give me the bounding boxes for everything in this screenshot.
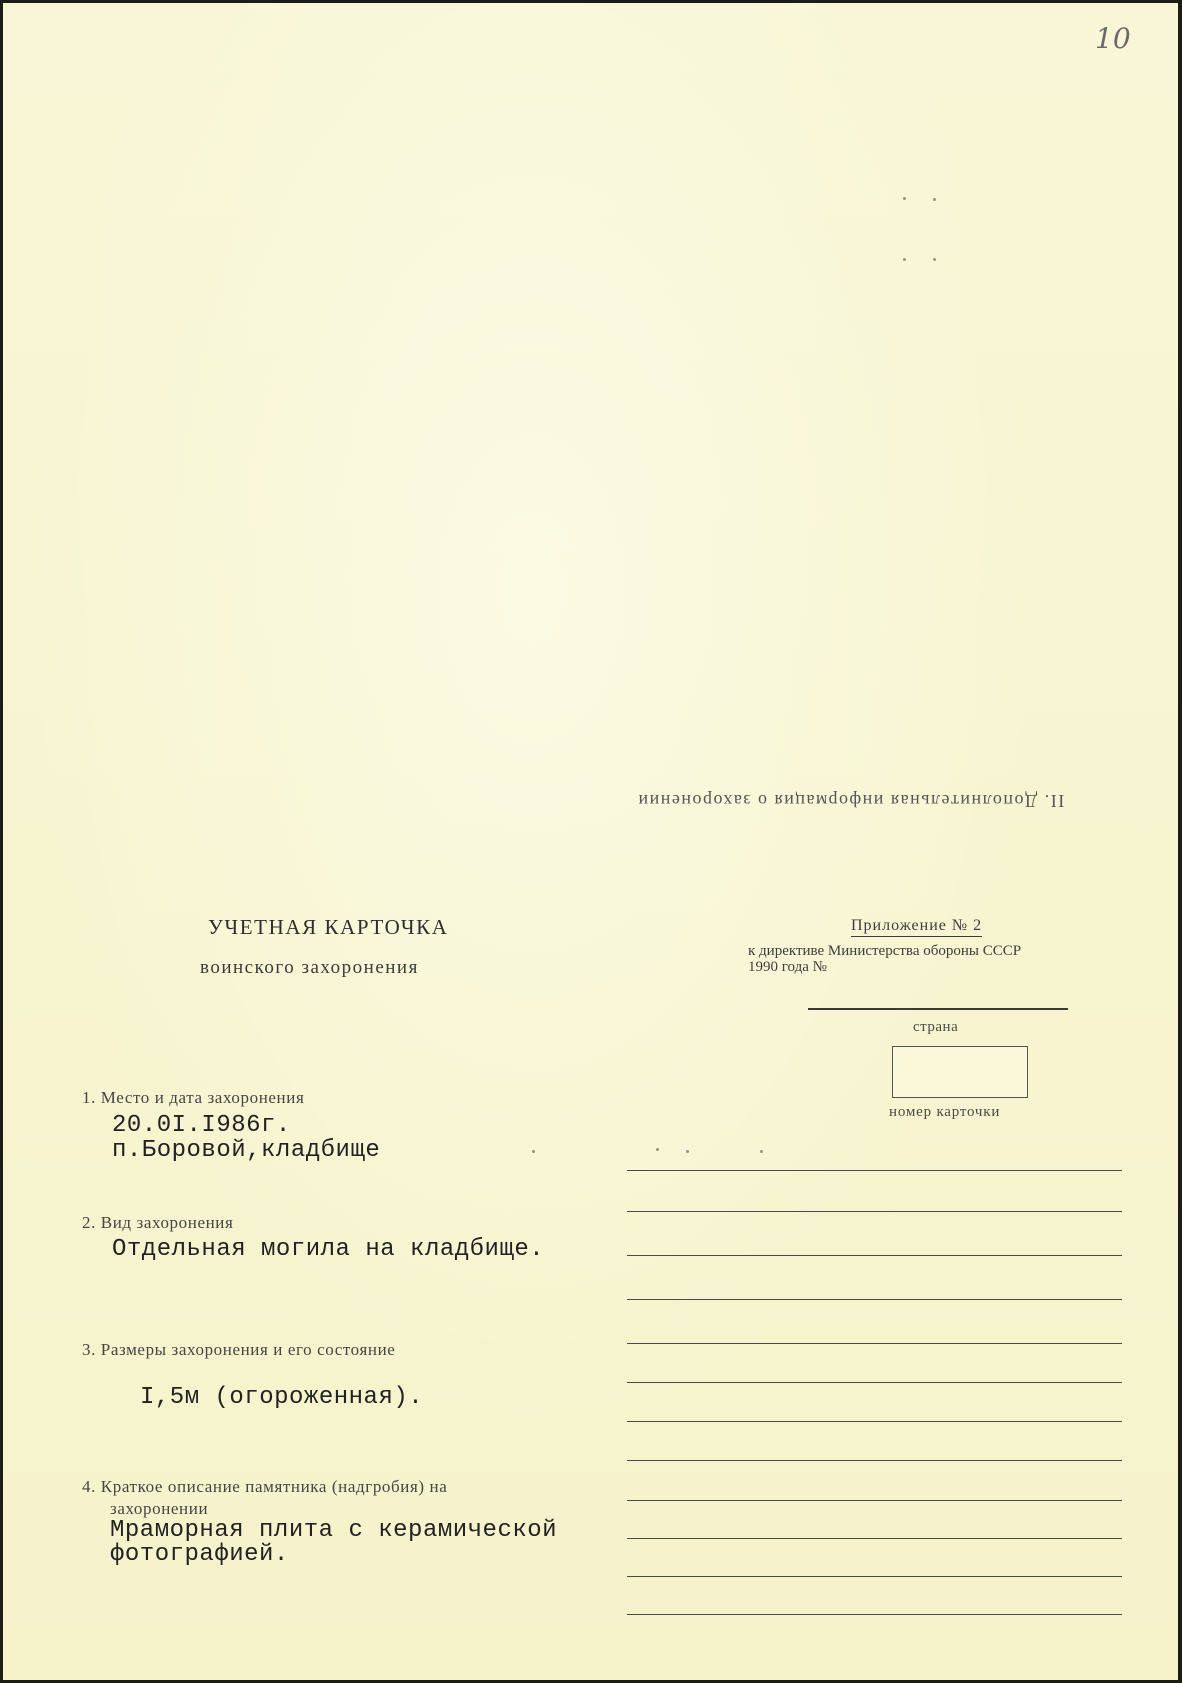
item-3-value: I,5м (огороженная). (140, 1384, 424, 1411)
ruled-line (627, 1170, 1122, 1171)
scan-speck (532, 1150, 535, 1153)
scan-edge-left (0, 0, 3, 1683)
appendix-title: Приложение № 2 (851, 917, 982, 937)
item-1-label: 1. Место и дата захоронения (82, 1088, 305, 1107)
ruled-line (627, 1538, 1122, 1539)
country-label: страна (913, 1019, 959, 1035)
scan-speck (933, 258, 936, 261)
scan-edge-right (1178, 0, 1182, 1683)
item-1-value-place: п.Боровой,кладбище (112, 1137, 381, 1164)
ruled-line (627, 1576, 1122, 1577)
scan-speck (656, 1148, 659, 1151)
ruled-line (627, 1421, 1122, 1422)
card-number-box (892, 1046, 1028, 1098)
ruled-line (627, 1299, 1122, 1300)
scan-speck (903, 258, 906, 261)
item-1-value-date: 20.0I.I986г. (112, 1112, 291, 1139)
ruled-line (627, 1382, 1122, 1383)
item-2-value: Отдельная могила на кладбище. (112, 1236, 545, 1263)
item-3-label: 3. Размеры захоронения и его состояние (82, 1340, 396, 1359)
scan-speck (760, 1150, 763, 1153)
card-number-label: номер карточки (889, 1104, 1001, 1120)
directive-reference (748, 943, 1021, 975)
ruled-line (627, 1500, 1122, 1501)
ruled-line (627, 1460, 1122, 1461)
ruled-line (627, 1343, 1122, 1344)
item-4-value-line-1: Мраморная плита с керамической (110, 1517, 558, 1544)
item-4-label-line-1: 4. Краткое описание памятника (надгробия) на (82, 1477, 448, 1496)
scan-edge-top (0, 0, 1182, 3)
card-subtitle: воинского захоронения (200, 957, 419, 978)
ruled-line (627, 1211, 1122, 1212)
directive-line-1: к директиве Министерства обороны СССР (748, 943, 1022, 959)
scan-speck (686, 1150, 689, 1153)
mirrored-bleed-through-text: II. Дополнительная информация о захоронении (637, 791, 1065, 811)
item-2-label: 2. Вид захоронения (82, 1213, 234, 1232)
ruled-line (627, 1255, 1122, 1256)
archive-page-number: 10 (1095, 22, 1131, 55)
item-4-label-line-2: захоронении (110, 1499, 209, 1518)
country-underline (808, 1008, 1068, 1010)
scan-speck (933, 198, 936, 201)
ruled-line (627, 1614, 1122, 1615)
directive-line-2: 1990 года № (748, 959, 827, 975)
card-title: УЧЕТНАЯ КАРТОЧКА (208, 915, 449, 939)
item-4-value-line-2: фотографией. (110, 1541, 289, 1568)
scan-speck (903, 197, 906, 200)
